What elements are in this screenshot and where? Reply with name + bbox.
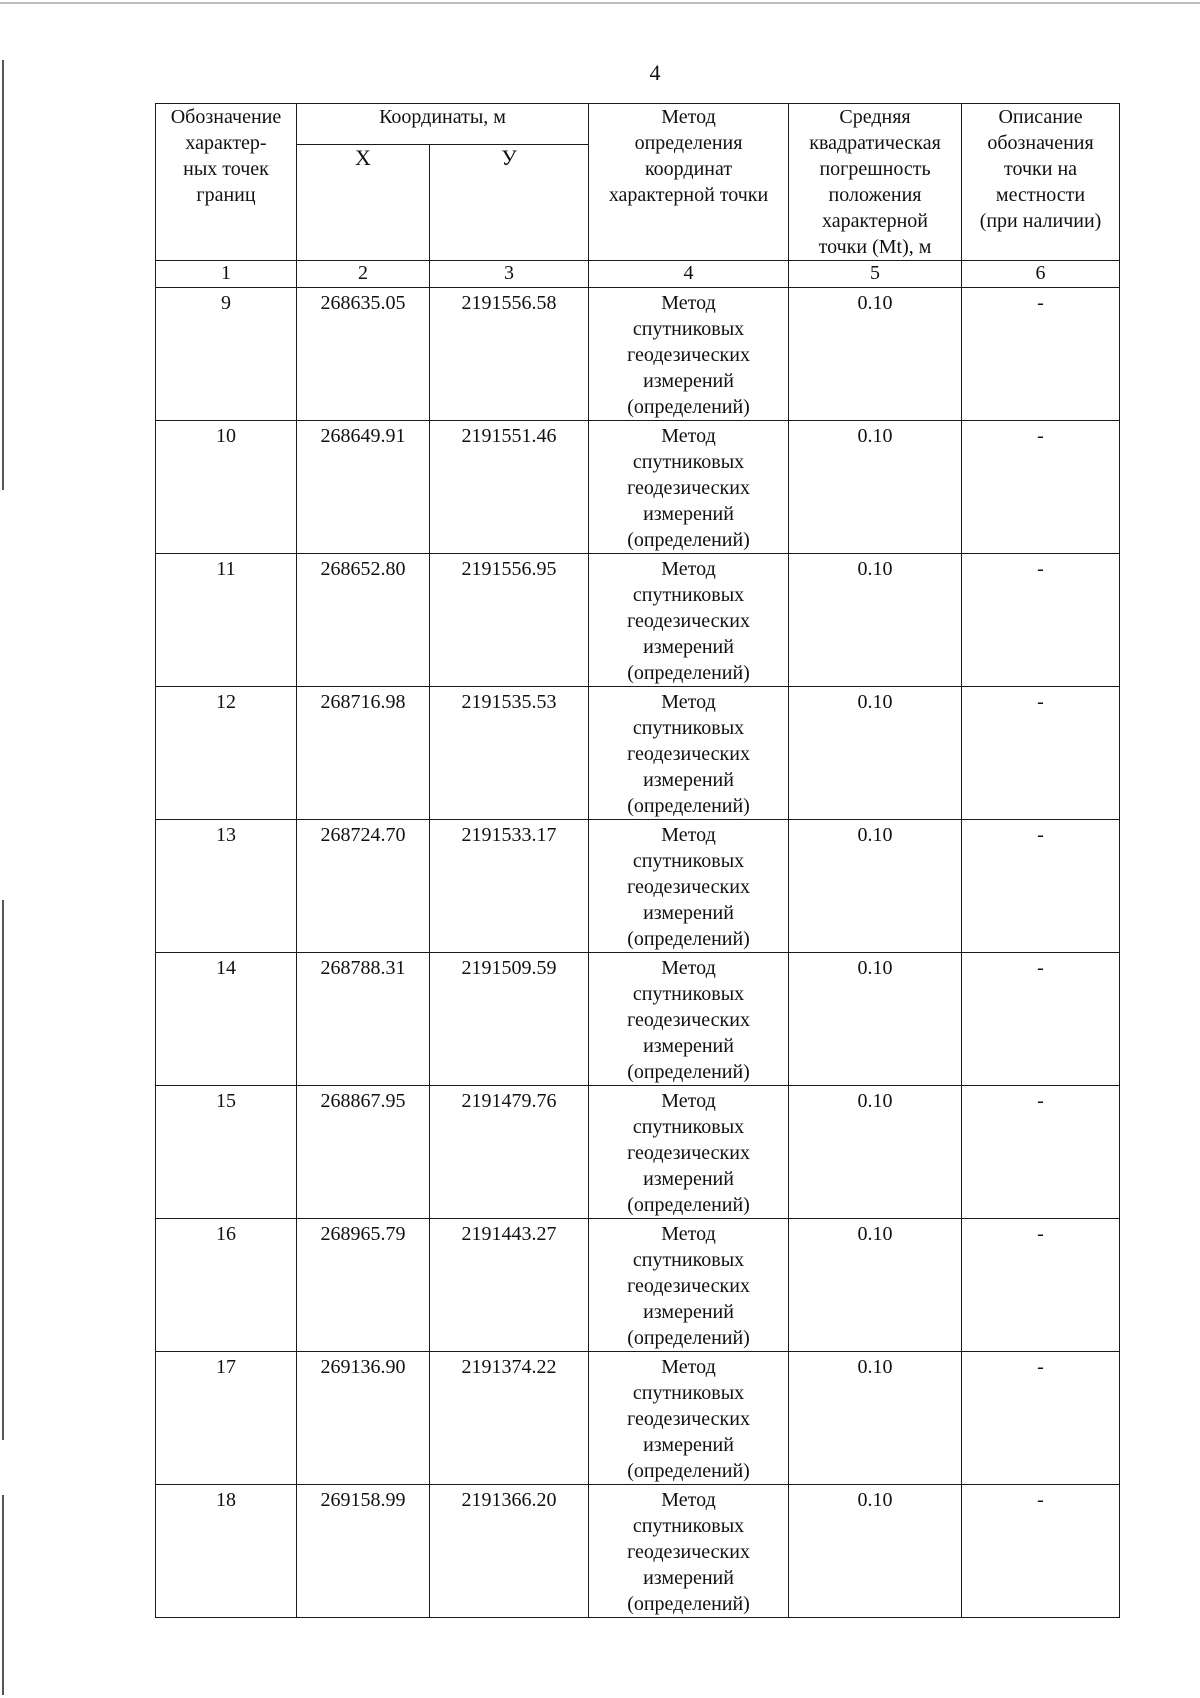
point-number-cell: 14 <box>156 953 297 1086</box>
point-number-cell: 16 <box>156 1219 297 1352</box>
point-number-cell: 13 <box>156 820 297 953</box>
table-row <box>156 1352 1120 1485</box>
description-cell: - <box>962 288 1120 421</box>
point-number-cell: 9 <box>156 288 297 421</box>
table-row <box>156 1219 1120 1352</box>
y-coordinate-cell: 2191535.53 <box>430 687 589 820</box>
table-row <box>156 288 1120 421</box>
description-cell: - <box>962 1086 1120 1219</box>
point-number-cell: 18 <box>156 1485 297 1618</box>
point-number-cell: 15 <box>156 1086 297 1219</box>
error-cell: 0.10 <box>789 1086 962 1219</box>
coordinates-table <box>155 103 1120 1618</box>
method-cell: Метод спутниковых геодезических измерений (определений) <box>589 687 789 820</box>
method-cell: Метод спутниковых геодезических измерений (определений) <box>589 820 789 953</box>
scan-left-edge <box>2 900 4 1440</box>
table-row <box>156 687 1120 820</box>
error-cell: 0.10 <box>789 1352 962 1485</box>
x-coordinate-cell: 268716.98 <box>297 687 430 820</box>
header-method: Метод определения координат характерной точки <box>589 104 789 261</box>
y-coordinate-cell: 2191374.22 <box>430 1352 589 1485</box>
error-cell: 0.10 <box>789 953 962 1086</box>
description-cell: - <box>962 554 1120 687</box>
method-cell: Метод спутниковых геодезических измерений (определений) <box>589 1219 789 1352</box>
point-number-cell: 11 <box>156 554 297 687</box>
header-designation: Обозначение характер- ных точек границ <box>156 104 297 261</box>
y-coordinate-cell: 2191509.59 <box>430 953 589 1086</box>
table-row <box>156 953 1120 1086</box>
page-number: 4 <box>649 60 661 85</box>
description-cell: - <box>962 953 1120 1086</box>
x-coordinate-cell: 269136.90 <box>297 1352 430 1485</box>
error-cell: 0.10 <box>789 687 962 820</box>
x-coordinate-cell: 268724.70 <box>297 820 430 953</box>
y-coordinate-cell: 2191551.46 <box>430 421 589 554</box>
x-coordinate-cell: 269158.99 <box>297 1485 430 1618</box>
description-cell: - <box>962 421 1120 554</box>
x-coordinate-cell: 268965.79 <box>297 1219 430 1352</box>
error-cell: 0.10 <box>789 421 962 554</box>
error-cell: 0.10 <box>789 554 962 687</box>
y-coordinate-cell: 2191366.20 <box>430 1485 589 1618</box>
header-y: У <box>430 145 589 261</box>
description-cell: - <box>962 1485 1120 1618</box>
column-numbers-row <box>156 261 1120 288</box>
column-number: 4 <box>589 261 789 288</box>
method-cell: Метод спутниковых геодезических измерений (определений) <box>589 288 789 421</box>
method-cell: Метод спутниковых геодезических измерений (определений) <box>589 421 789 554</box>
scan-left-edge <box>2 60 4 490</box>
column-number: 3 <box>430 261 589 288</box>
point-number-cell: 17 <box>156 1352 297 1485</box>
point-number-cell: 10 <box>156 421 297 554</box>
column-number: 6 <box>962 261 1120 288</box>
x-coordinate-cell: 268635.05 <box>297 288 430 421</box>
column-number: 1 <box>156 261 297 288</box>
error-cell: 0.10 <box>789 820 962 953</box>
error-cell: 0.10 <box>789 288 962 421</box>
method-cell: Метод спутниковых геодезических измерений (определений) <box>589 1352 789 1485</box>
y-coordinate-cell: 2191556.95 <box>430 554 589 687</box>
table-body <box>156 288 1120 1618</box>
x-coordinate-cell: 268652.80 <box>297 554 430 687</box>
column-number: 2 <box>297 261 430 288</box>
table-header <box>156 104 1120 288</box>
method-cell: Метод спутниковых геодезических измерений (определений) <box>589 953 789 1086</box>
description-cell: - <box>962 1352 1120 1485</box>
x-coordinate-cell: 268649.91 <box>297 421 430 554</box>
description-cell: - <box>962 820 1120 953</box>
header-description: Описание обозначения точки на местности (при наличии) <box>962 104 1120 261</box>
scan-left-edge <box>2 1495 4 1695</box>
scan-top-rule <box>0 2 1200 4</box>
table-row <box>156 820 1120 953</box>
table-row <box>156 1086 1120 1219</box>
error-cell: 0.10 <box>789 1485 962 1618</box>
description-cell: - <box>962 687 1120 820</box>
y-coordinate-cell: 2191479.76 <box>430 1086 589 1219</box>
table-row <box>156 1485 1120 1618</box>
point-number-cell: 12 <box>156 687 297 820</box>
method-cell: Метод спутниковых геодезических измерений (определений) <box>589 1485 789 1618</box>
error-cell: 0.10 <box>789 1219 962 1352</box>
method-cell: Метод спутниковых геодезических измерений (определений) <box>589 554 789 687</box>
column-number: 5 <box>789 261 962 288</box>
header-x: Х <box>297 145 430 261</box>
method-cell: Метод спутниковых геодезических измерений (определений) <box>589 1086 789 1219</box>
table-row <box>156 554 1120 687</box>
header-coordinates: Координаты, м <box>297 104 589 145</box>
y-coordinate-cell: 2191443.27 <box>430 1219 589 1352</box>
table-row <box>156 421 1120 554</box>
y-coordinate-cell: 2191533.17 <box>430 820 589 953</box>
description-cell: - <box>962 1219 1120 1352</box>
x-coordinate-cell: 268788.31 <box>297 953 430 1086</box>
y-coordinate-cell: 2191556.58 <box>430 288 589 421</box>
x-coordinate-cell: 268867.95 <box>297 1086 430 1219</box>
header-error: Средняя квадратическая погрешность положения характерной точки (Mt), м <box>789 104 962 261</box>
